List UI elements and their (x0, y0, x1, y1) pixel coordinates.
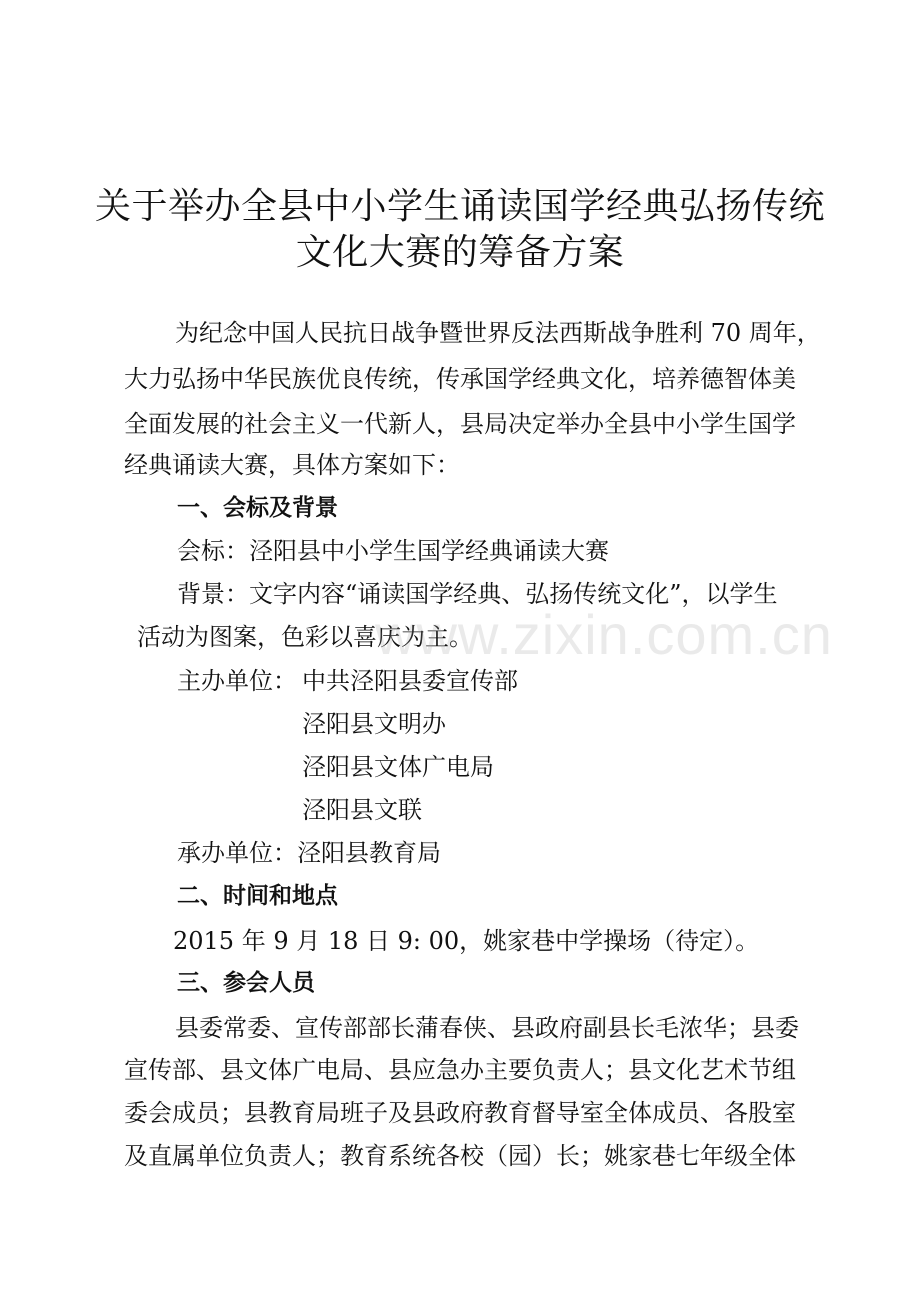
host-label: 主办单位： (177, 667, 297, 695)
attendees-line-4: 及直属单位负责人；教育系统各校（园）长；姚家巷七年级全体 (124, 1142, 796, 1170)
section-2-heading: 二、时间和地点 (177, 883, 338, 909)
background-line-1: 背景：文字内容“诵读国学经典、弘扬传统文化”，以学生 (177, 580, 778, 608)
attendees-line-2: 宣传部、县文体广电局、县应急办主要负责人；县文化艺术节组 (124, 1056, 796, 1084)
intro-line-4: 经典诵读大赛，具体方案如下： (124, 451, 460, 479)
attendees-line-1: 县委常委、宣传部部长蒲春侠、县政府副县长毛浓华；县委 (175, 1014, 799, 1042)
section-3-heading: 三、参会人员 (177, 970, 315, 996)
attendees-line-3: 委会成员；县教育局班子及县政府教育督导室全体成员、各股室 (124, 1099, 796, 1127)
host-unit-3: 泾阳县文体广电局 (302, 753, 494, 781)
document-title-line-1: 关于举办全县中小学生诵读国学经典弘扬传统 (94, 186, 825, 227)
time-location-line: 2015 年 9 月 18 日 9: 00，姚家巷中学操场（待定）。 (173, 927, 760, 955)
host-unit-2: 泾阳县文明办 (302, 710, 446, 738)
document-title-line-2: 文化大赛的筹备方案 (295, 232, 625, 273)
emblem-line: 会标：泾阳县中小学生国学经典诵读大赛 (177, 537, 609, 565)
intro-line-3: 全面发展的社会主义一代新人，县局决定举办全县中小学生国学 (124, 410, 796, 438)
host-unit-4: 泾阳县文联 (302, 796, 422, 824)
host-unit-1: 中共泾阳县委宣传部 (302, 667, 518, 695)
site-watermark: www.zixin.com.cn (375, 603, 833, 666)
organizer-line: 承办单位：泾阳县教育局 (177, 839, 441, 867)
background-line-2: 活动为图案，色彩以喜庆为主。 (137, 623, 473, 651)
intro-line-2: 大力弘扬中华民族优良传统，传承国学经典文化，培养德智体美 (124, 365, 796, 393)
intro-line-1: 为纪念中国人民抗日战争暨世界反法西斯战争胜利 70 周年， (175, 319, 821, 347)
section-1-heading: 一、会标及背景 (177, 495, 338, 521)
